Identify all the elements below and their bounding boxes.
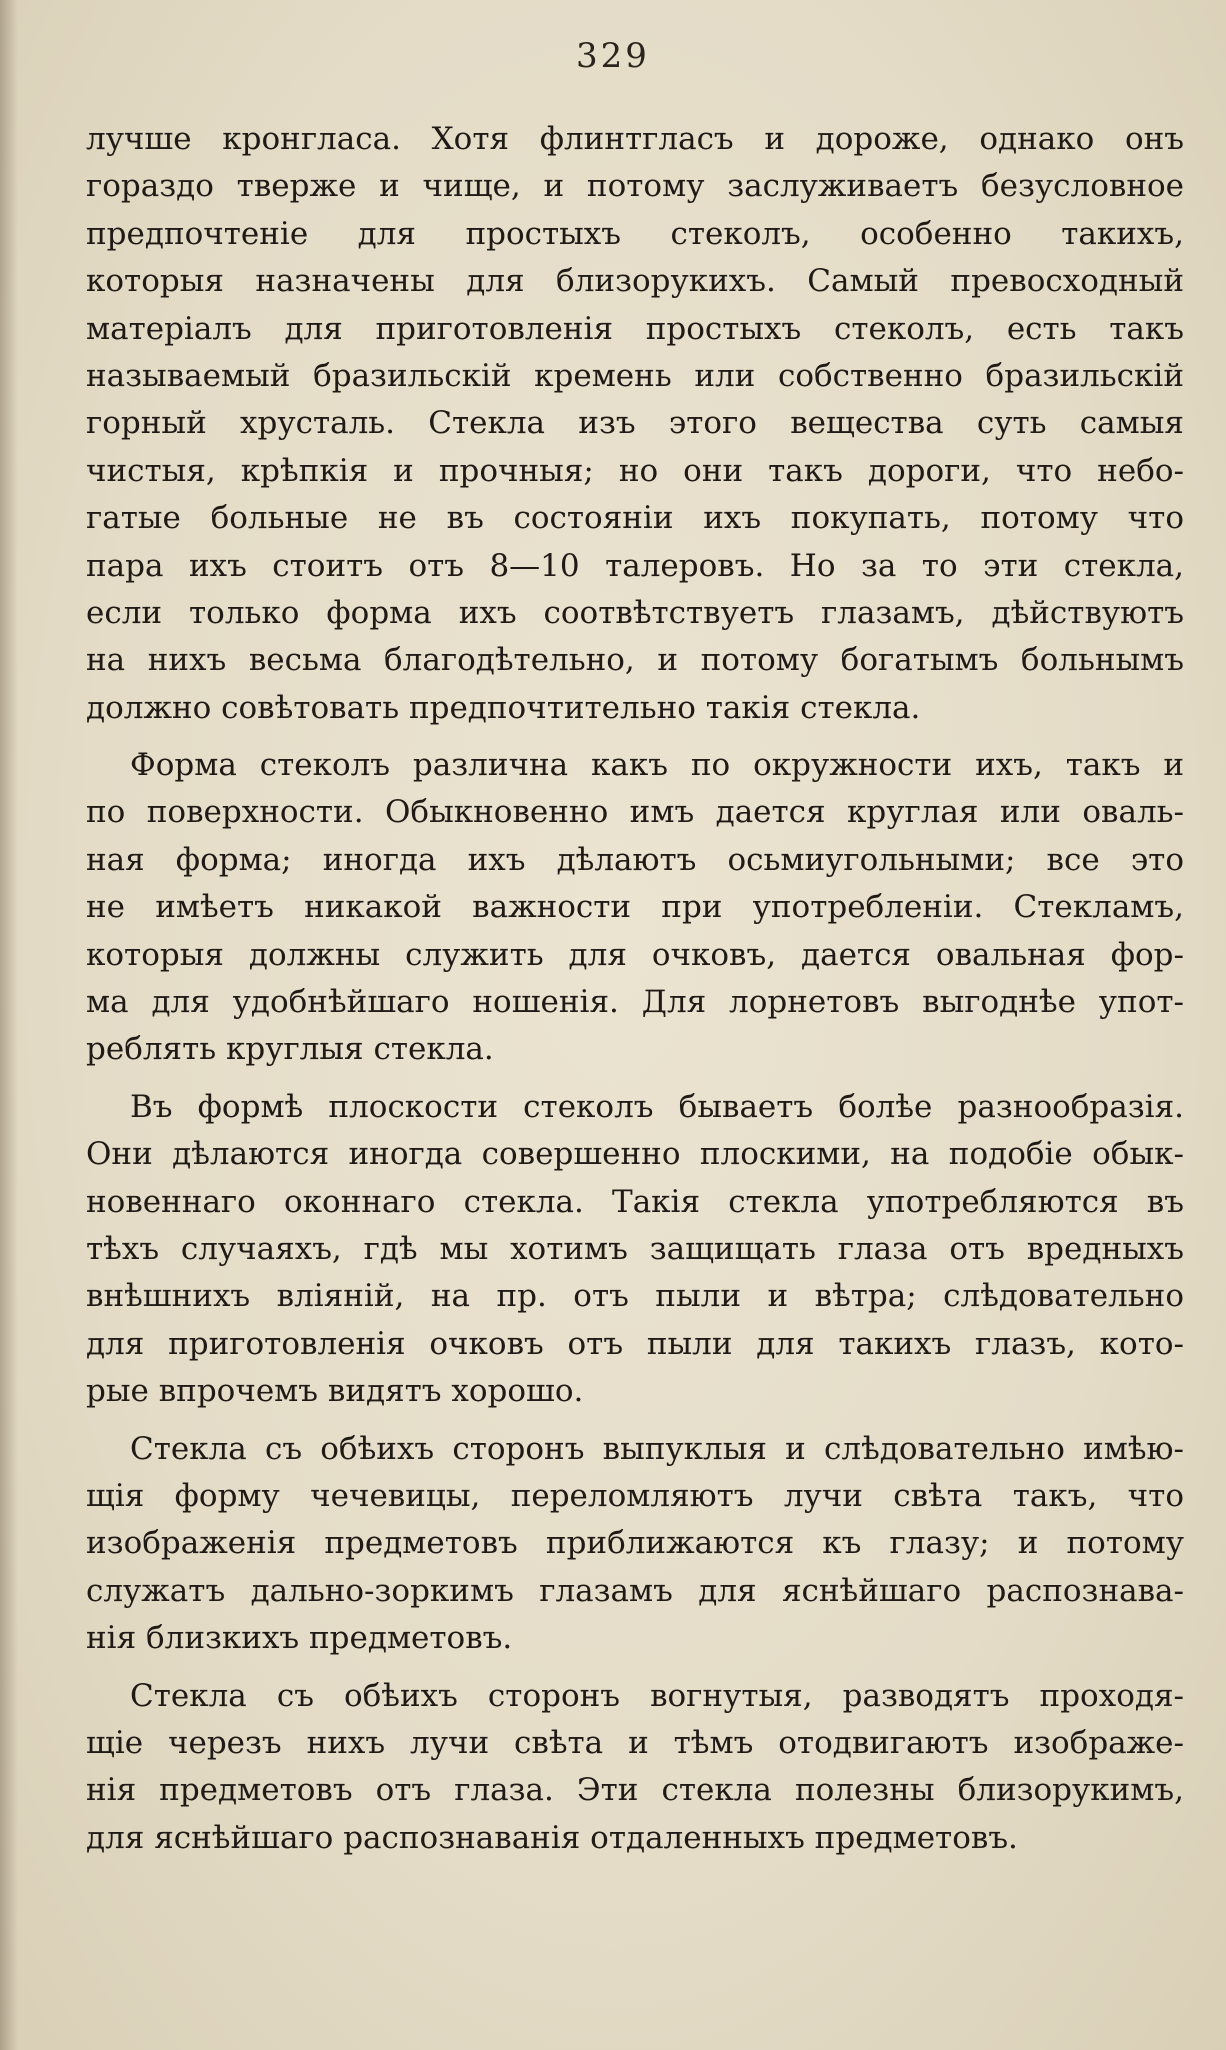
text-line: предпочтенie для простыхъ стеколъ, особенно такихъ, (86, 215, 1184, 252)
text-line: называемый бразильскiй кремень или собственно бразильскiй (86, 357, 1184, 394)
text-line: Стекла съ обѣихъ сторонъ вогнутыя, разводятъ проходя- (130, 1677, 1184, 1714)
text-line: щiе черезъ нихъ лучи свѣта и тѣмъ отодвигаютъ изображе- (86, 1724, 1184, 1761)
text-line: матерiалъ для приготовленiя простыхъ стеколъ, есть такъ (86, 310, 1184, 347)
text-line: горный хрусталь. Стекла изъ этого вещества суть самыя (86, 405, 1184, 442)
paragraph (86, 116, 1184, 732)
paragraph (86, 1084, 1184, 1416)
text-line: которыя назначены для близорукихъ. Самый превосходный (86, 263, 1184, 300)
text-line: ная форма; иногда ихъ дѣлаютъ осьмиугольными; все это (86, 841, 1184, 878)
text-line: пара ихъ стоитъ отъ 8—10 талеровъ. Но за то эти стекла, (86, 547, 1184, 584)
text-line: на нихъ весьма благодѣтельно, и потому богатымъ больнымъ (86, 642, 1184, 679)
text-line: которыя должны служить для очковъ, дается овальная фор- (86, 936, 1184, 973)
text-line: щiя форму чечевицы, переломляютъ лучи свѣта такъ, что (86, 1477, 1184, 1514)
text-line: гатые больные не въ состоянiи ихъ покупать, потому что (86, 500, 1184, 537)
text-line: изображенiя предметовъ приближаются къ глазу; и потому (86, 1525, 1184, 1562)
text-line: не имѣетъ никакой важности при употребленiи. Стекламъ, (86, 889, 1184, 926)
text-line: Въ формѣ плоскости стеколъ бываетъ болѣе разнообразiя. (130, 1088, 1184, 1125)
paragraph (86, 1426, 1184, 1663)
text-line: чистыя, крѣпкiя и прочныя; но они такъ дороги, что небо- (86, 452, 1184, 489)
text-line: для яснѣйшаго распознаванiя отдаленныхъ предметовъ. (86, 1819, 1018, 1856)
page-number: 329 (576, 36, 650, 76)
text-line: Они дѣлаются иногда совершенно плоскими, на подобiе обык- (86, 1136, 1184, 1173)
text-line: по поверхности. Обыкновенно имъ дается круглая или оваль- (86, 794, 1184, 831)
text-line: служатъ дально-зоркимъ глазамъ для яснѣйшаго распознава- (86, 1572, 1184, 1609)
text-line: Форма стеколъ различна какъ по окружности ихъ, такъ и (130, 747, 1184, 784)
text-line: рые впрочемъ видятъ хорошо. (86, 1373, 584, 1410)
paragraph-gap (86, 1074, 1184, 1084)
text-line: для приготовленiя очковъ отъ пыли для такихъ глазъ, кото- (86, 1325, 1184, 1362)
paragraph (86, 1673, 1184, 1863)
text-line: должно совѣтовать предпочтительно такiя стекла. (86, 689, 921, 726)
body-text (86, 116, 1184, 1862)
paragraph-gap (86, 1416, 1184, 1426)
text-line: тѣхъ случаяхъ, гдѣ мы хотимъ защищать глаза отъ вредныхъ (86, 1230, 1184, 1267)
text-line: ма для удобнѣйшаго ношенiя. Для лорнетовъ выгоднѣе упот- (86, 984, 1184, 1021)
text-line: реблять круглыя стекла. (86, 1031, 494, 1068)
text-line: внѣшнихъ влiянiй, на пр. отъ пыли и вѣтра; слѣдовательно (86, 1278, 1184, 1315)
text-line: если только форма ихъ соотвѣтствуетъ глазамъ, дѣйствуютъ (86, 594, 1184, 631)
text-line: новеннаго оконнаго стекла. Такiя стекла употребляются въ (86, 1183, 1184, 1220)
text-line: гораздо тверже и чище, и потому заслуживаетъ безусловное (86, 168, 1184, 205)
text-line: лучше кронгласа. Хотя флинтгласъ и дороже, однако онъ (86, 121, 1184, 157)
paragraph-gap (86, 1663, 1184, 1673)
text-line: Стекла съ обѣихъ сторонъ выпуклыя и слѣдовательно имѣю- (130, 1430, 1184, 1467)
text-line: нiя предметовъ отъ глаза. Эти стекла полезны близорукимъ, (86, 1772, 1184, 1809)
paragraph (86, 742, 1184, 1074)
text-line: нiя близкихъ предметовъ. (86, 1620, 513, 1657)
paragraph-gap (86, 732, 1184, 742)
